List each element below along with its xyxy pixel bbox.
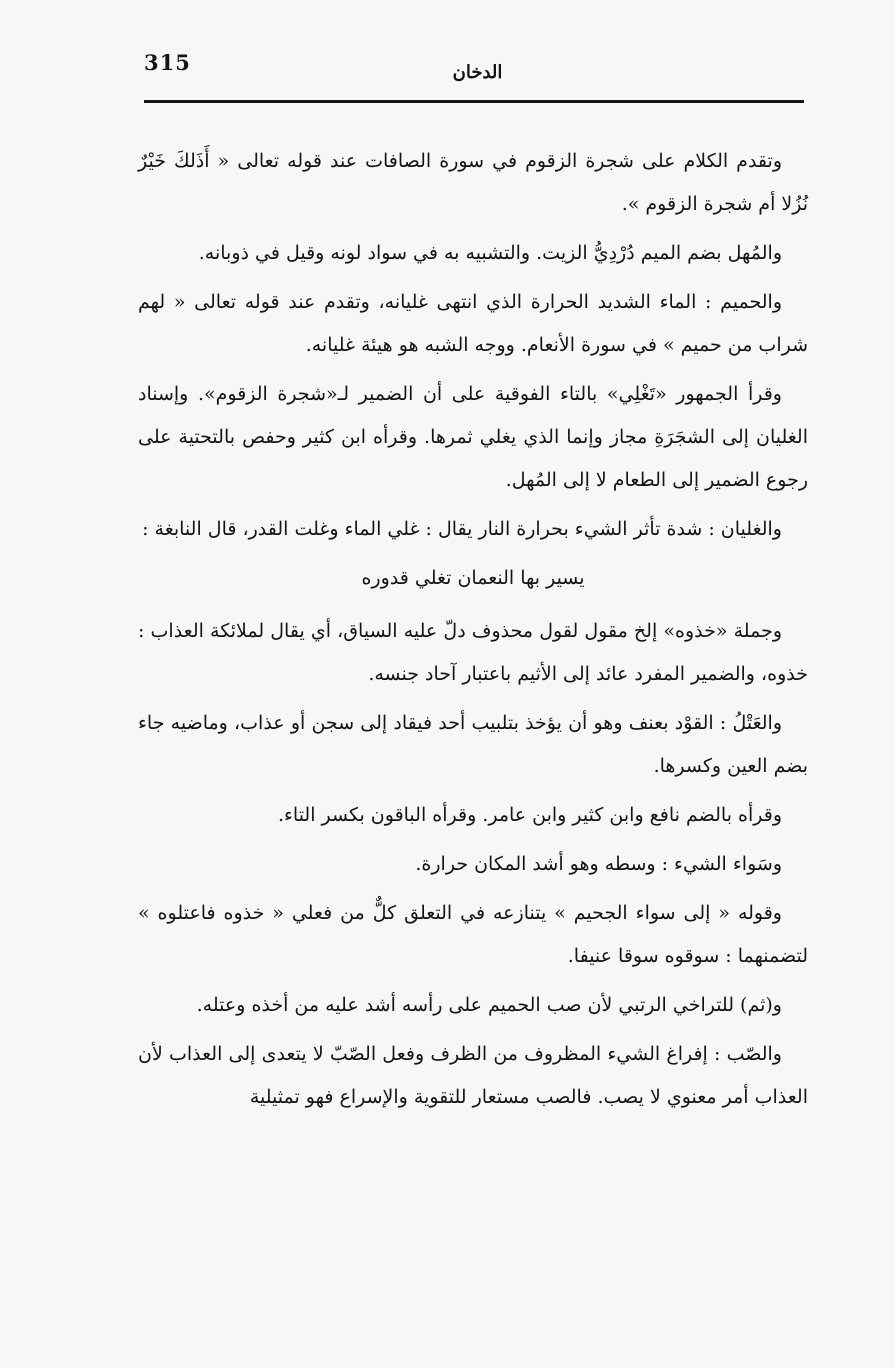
paragraph: وسَواء الشيء : وسطه وهو أشد المكان حرارة. (415, 853, 782, 875)
paragraph: وقوله « إلى سواء الجحيم » يتنازعه في التعلق كلٌّ من فعلي « خذوه فاعتلوه » لتضمنهما : سوقوه سوقا عنيفا. (138, 902, 808, 967)
header-rule (144, 100, 804, 103)
paragraph: وقرأه بالضم نافع وابن كثير وابن عامر. وقرأه الباقون بكسر التاء. (277, 804, 782, 826)
paragraph: وتقدم الكلام على شجرة الزقوم في سورة الصافات عند قوله تعالى « أَذَلكَ خَيْرٌ نُزُلا أم شجرة الزقوم ». (138, 150, 808, 215)
paragraph: و(ثم) للتراخي الرتبي لأن صب الحميم على رأسه أشد عليه من أخذه وعتله. (196, 994, 782, 1016)
paragraph: والصّب : إفراغ الشيء المظروف من الظرف وفعل الصّبّ لا يتعدى إلى العذاب لأن العذاب أمر معنوي لا يصب. فالصب مستعار للتقوية والإسراع فهو تمثيلية (138, 1043, 808, 1108)
body-text (138, 140, 808, 1125)
paragraph: وقرأ الجمهور «تَغْلِي» بالتاء الفوقية على أن الضمير لـ«شجرة الزقوم». وإسناد الغليان إلى الشجَرَةِ مجاز وإنما الذي يغلي ثمرها. وقرأه ابن كثير وحفص بالتحتية على رجوع الضمير إلى الطعام لا إلى المُهل. (138, 383, 808, 491)
verse-quote: يسير بها النعمان تغلي قدوره (361, 567, 585, 589)
running-title: الدخان (452, 62, 503, 83)
paragraph: والعَتْلُ : القوْد بعنف وهو أن يؤخذ بتلبيب أحد فيقاد إلى سجن أو عذاب، وماضيه جاء بضم العين وكسرها. (138, 712, 808, 777)
page-number: 315 (144, 50, 191, 75)
paragraph: والمُهل بضم الميم دُرْدِيُّ الزيت. والتشبيه به في سواد لونه وقيل في ذوبانه. (198, 242, 782, 264)
paragraph: والحميم : الماء الشديد الحرارة الذي انتهى غليانه، وتقدم عند قوله تعالى « لهم شراب من حميم » في سورة الأنعام. ووجه الشبه هو هيئة غليانه. (138, 291, 808, 356)
paragraph: والغليان : شدة تأثر الشيء بحرارة النار يقال : غلي الماء وغلت القدر، قال النابغة : (142, 518, 782, 540)
paragraph: وجملة «خذوه» إلخ مقول لقول محذوف دلّ عليه السياق، أي يقال لملائكة العذاب : خذوه، والضمير المفرد عائد إلى الأثيم باعتبار آحاد جنسه. (138, 620, 808, 685)
